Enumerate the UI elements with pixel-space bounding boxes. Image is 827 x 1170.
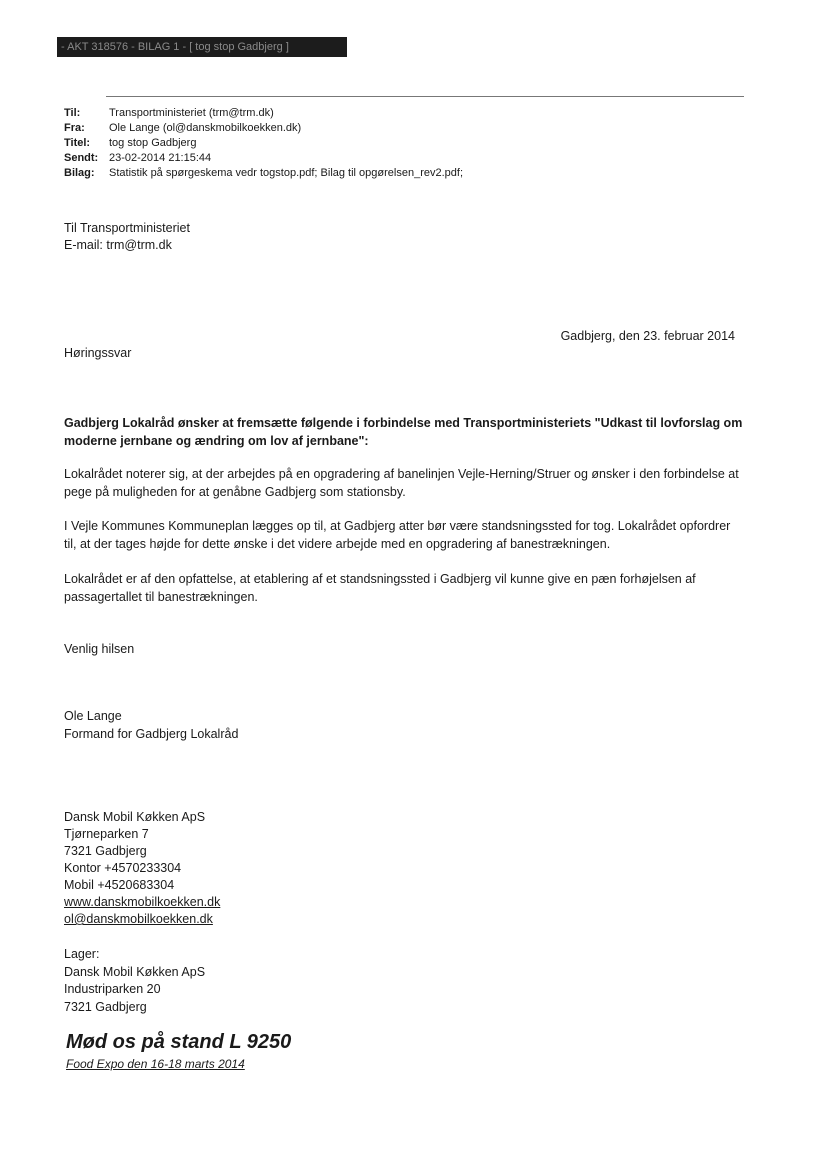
company-street: Tjørneparken 7 (64, 827, 149, 841)
company-email-link[interactable]: ol@danskmobilkoekken.dk (64, 912, 213, 926)
company-block (64, 809, 220, 928)
company-city: 7321 Gadbjerg (64, 844, 147, 858)
warehouse-label: Lager: (64, 947, 100, 961)
header-row-from (64, 121, 463, 136)
attachments-value: Statistik på spørgeskema vedr togstop.pdf; Bilag til opgørelsen_rev2.pdf; (109, 167, 464, 179)
recipient-email: E-mail: trm@trm.dk (64, 238, 172, 252)
promo-subline: Food Expo den 16-18 marts 2014 (66, 1057, 245, 1071)
title-value: tog stop Gadbjerg (109, 137, 197, 149)
company-website-link[interactable]: www.danskmobilkoekken.dk (64, 895, 221, 909)
paragraph-intro: Gadbjerg Lokalråd ønsker at fremsætte følgende i forbindelse med Transportministeriets "Udkast til lovforslag om moderne jernbane og ændring om lov af jernbane": (64, 416, 743, 448)
closing-greeting: Venlig hilsen (64, 642, 135, 656)
from-value: Ole Lange (ol@danskmobilkoekken.dk) (109, 122, 302, 134)
signature-block (64, 707, 238, 743)
letter-date: Gadbjerg, den 23. februar 2014 (560, 329, 735, 343)
header-row-attachments (64, 166, 463, 181)
paragraph-2: Lokalrådet noterer sig, at der arbejdes på en opgradering af banelinjen Vejle-Herning/Struer og ønsker i den forbindelse at pege på muligheden for at genåbne Gadbjerg som stationsby. (64, 467, 739, 499)
sent-value: 23-02-2014 21:15:44 (109, 152, 212, 164)
header-row-to (64, 106, 463, 121)
from-label: Fra: (64, 122, 85, 134)
signer-title: Formand for Gadbjerg Lokalråd (64, 727, 239, 741)
header-divider (106, 96, 744, 97)
recipient-block (64, 220, 190, 254)
attachments-label: Bilag: (64, 167, 95, 179)
warehouse-street: Industriparken 20 (64, 982, 161, 996)
company-mobile-phone: Mobil +4520683304 (64, 878, 175, 892)
warehouse-city: 7321 Gadbjerg (64, 999, 147, 1014)
recipient-name: Til Transportministeriet (64, 221, 190, 235)
signer-name: Ole Lange (64, 709, 122, 723)
document-stamp-bar: - AKT 318576 - BILAG 1 - [ tog stop Gadbjerg ] (57, 37, 347, 57)
paragraph-3: I Vejle Kommunes Kommuneplan lægges op til, at Gadbjerg atter bør være standsningssted for tog. Lokalrådet opfordrer til, at der tages højde for dette ønske i det videre arbejde med en opgradering af banestrækningen. (64, 519, 731, 551)
promo-headline: Mød os på stand L 9250 (66, 1031, 292, 1053)
header-row-sent (64, 151, 463, 166)
to-value: Transportministeriet (trm@trm.dk) (109, 107, 274, 119)
title-label: Titel: (64, 137, 91, 149)
company-office-phone: Kontor +4570233304 (64, 861, 182, 875)
warehouse-block (64, 946, 205, 1016)
company-name: Dansk Mobil Køkken ApS (64, 810, 206, 824)
email-header (64, 106, 463, 181)
warehouse-name: Dansk Mobil Køkken ApS (64, 964, 206, 979)
header-row-title (64, 136, 463, 151)
to-label: Til: (64, 107, 81, 119)
letter-subject: Høringssvar (64, 346, 132, 360)
sent-label: Sendt: (64, 152, 99, 164)
paragraph-4: Lokalrådet er af den opfattelse, at etablering af et standsningssted i Gadbjerg vil kunne give en pæn forhøjelsen af passagertallet til banestrækningen. (64, 572, 696, 604)
